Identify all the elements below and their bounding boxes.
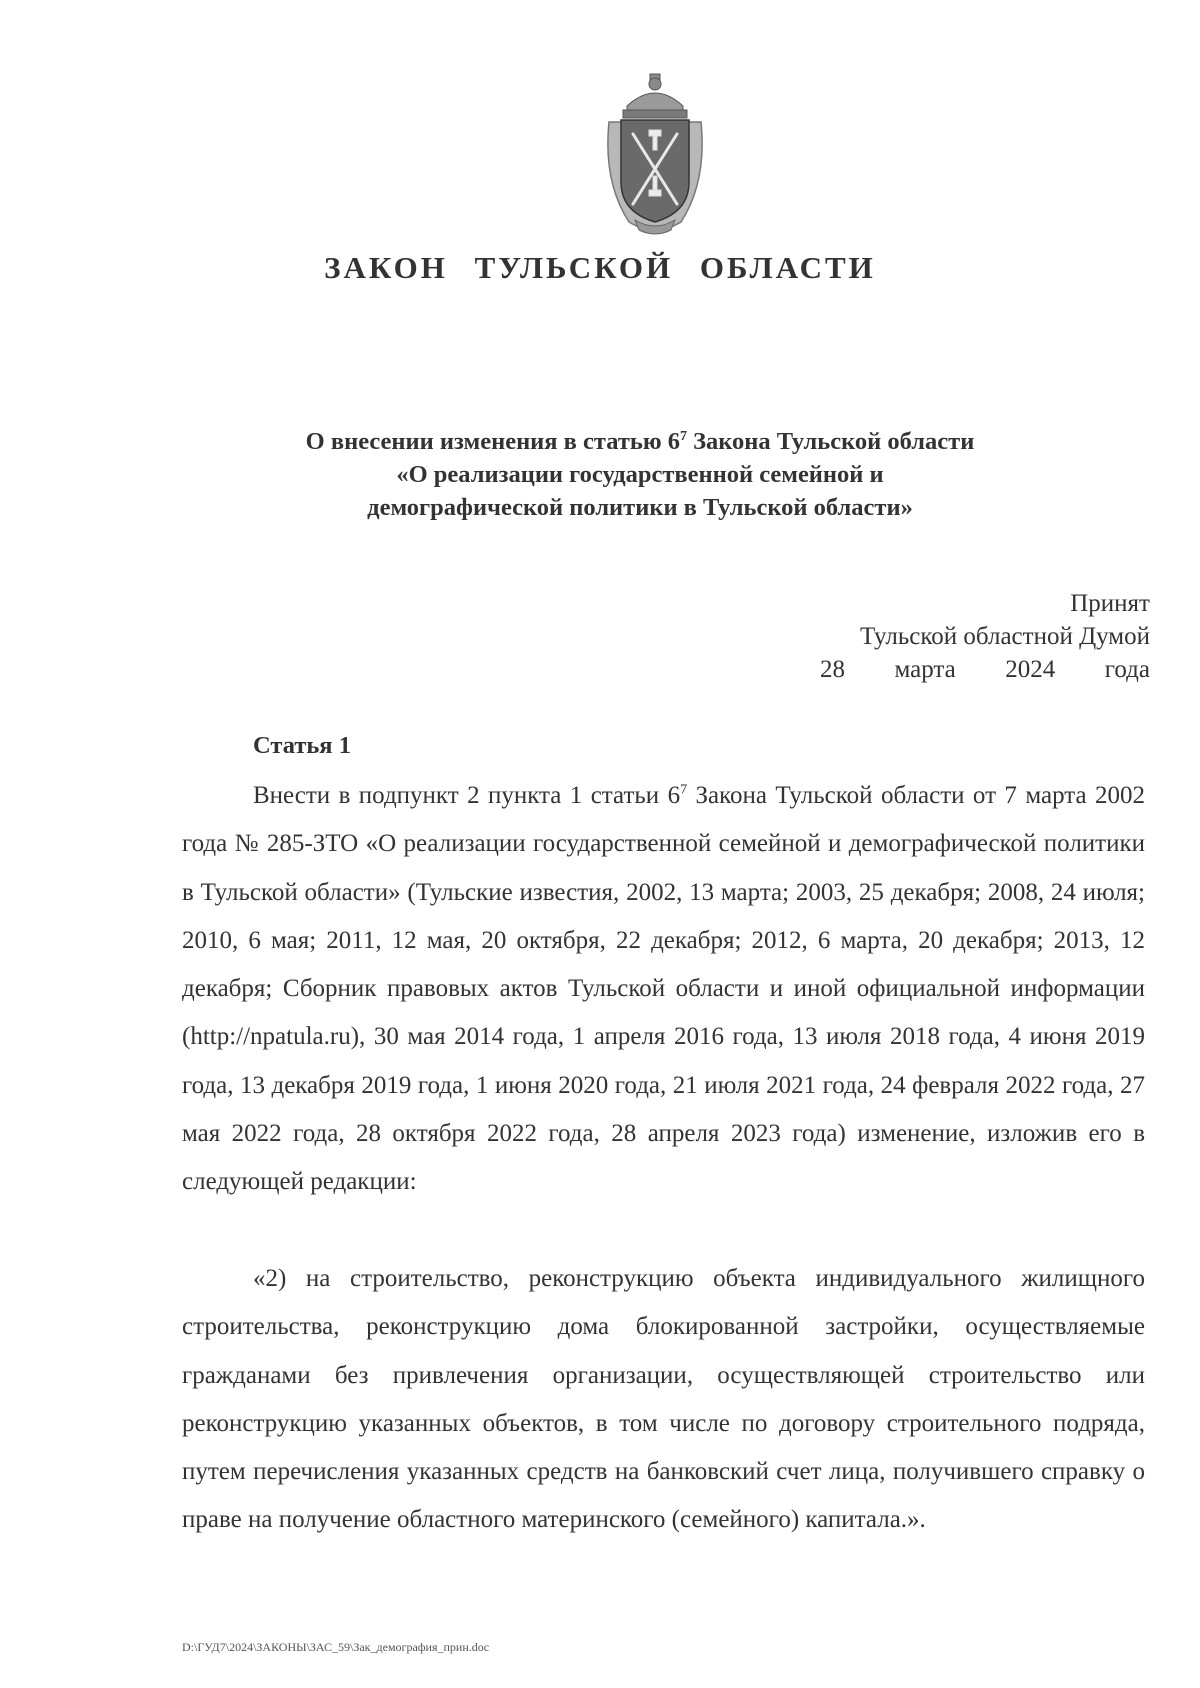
title-line-2: «О реализации государственной семейной и [396, 461, 884, 488]
title-superscript: 7 [679, 428, 687, 444]
law-header-word: ЗАКОН [324, 250, 448, 285]
paragraph-1-body: Закона Тульской области от 7 марта 2002 года № 285-ЗТО «О реализации государственной семейной и демографической политики в Тульской области» (Тульские известия, 2002, 13 марта; 2003, 25 декабря; 2008, 24 июля; 2010, 6 мая; 2011, 12 мая, 20 октября, 22 декабря; 2012, 6 марта, 20 декабря; 2013, 12 декабря; Сборник правовых актов Тульской области и иной официальной информации (http://npatula.ru), 30 мая 2014 года, 1 апреля 2016 года, 13 июля 2018 года, 4 июня 2019 года, 13 декабря 2019 года, 1 июня 2020 года, 21 июля 2021 года, 24 февраля 2022 года, 27 мая 2022 года, 28 октября 2022 года, 28 апреля 2023 года) изменение, изложив его в следующей редакции: [182, 782, 1145, 1196]
title-line-1-tail: Закона Тульской области [686, 428, 975, 455]
law-header [0, 250, 1200, 286]
adoption-year-word: года [1104, 656, 1150, 683]
document-title [180, 425, 1100, 524]
title-line-3: демографической политики в Тульской области» [367, 494, 913, 521]
article-paragraph-2: «2) на строительство, реконструкцию объекта индивидуального жилищного строительства, реконструкцию дома блокированной застройки, осуществляемые гражданами без привлечения организации, осуществляющей строительство или реконструкцию указанных объектов, в том числе по договору строительного подряда, путем перечисления указанных средств на банковский счет лица, получившего справку о праве на получение областного материнского (семейного) капитала.». [182, 1265, 1145, 1534]
adoption-year: 2024 [1005, 656, 1056, 683]
paragraph-1-superscript: 7 [680, 782, 688, 798]
adopted-by: Тульской областной Думой [859, 623, 1150, 650]
tula-coat-of-arms-icon [599, 72, 711, 236]
adopted-label: Принят [1070, 590, 1150, 617]
title-line-1-text: О внесении изменения в статью 6 [305, 428, 680, 455]
law-header-word: ТУЛЬСКОЙ [474, 250, 674, 285]
title-line-1 [180, 425, 1100, 458]
law-header-word: ОБЛАСТИ [699, 250, 876, 285]
adoption-month: марта [894, 656, 956, 683]
adoption-day: 28 [820, 656, 845, 683]
adoption-block [820, 587, 1150, 686]
article-paragraph-1 [182, 772, 1145, 1207]
adoption-date [820, 653, 1150, 686]
article-heading: Статья 1 [253, 732, 351, 759]
footer-file-path: D:\ГУД7\2024\ЗАКОНЫ\ЗАС_59\Зак_демография_прин.doc [182, 1640, 490, 1654]
paragraph-1-lead: Внести в подпункт 2 пункта 1 статьи 6 [253, 782, 681, 809]
